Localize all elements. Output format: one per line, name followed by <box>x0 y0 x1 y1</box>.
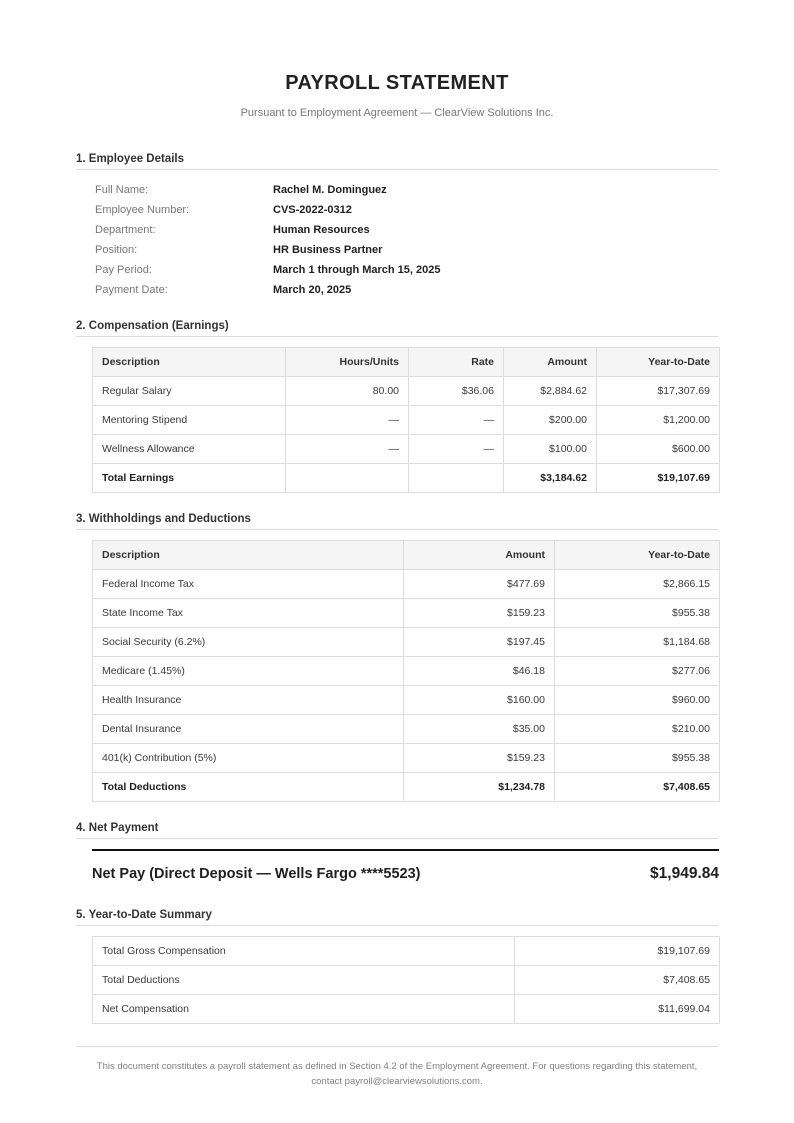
section-heading-net-payment: 4. Net Payment <box>76 822 159 834</box>
employee-details-body <box>95 180 441 300</box>
detail-label: Employee Number: <box>95 204 190 216</box>
cell-amount: $100.00 <box>504 435 597 464</box>
cell-total-label: Total Deductions <box>93 773 404 802</box>
cell-amount: $2,884.62 <box>504 377 597 406</box>
deductions-table-head <box>93 541 720 570</box>
net-pay-amount: $1,949.84 <box>650 865 719 882</box>
deductions-table <box>92 540 720 802</box>
section-divider <box>76 925 718 926</box>
page-subtitle: Pursuant to Employment Agreement — ClearView Solutions Inc. <box>240 107 554 119</box>
table-header-row <box>93 541 720 570</box>
detail-value: March 20, 2025 <box>273 284 352 296</box>
cell-description: State Income Tax <box>93 599 404 628</box>
table-total-row <box>93 464 720 493</box>
cell-total-amount: $3,184.62 <box>504 464 597 493</box>
footer-note: This document constitutes a payroll statement as defined in Section 4.2 of the Employment Agreement. For questions regarding this statement, contact payroll@clearviewsolutions.com. <box>76 1046 718 1089</box>
section-heading-ytd-summary: 5. Year-to-Date Summary <box>76 909 212 921</box>
earnings-table <box>92 347 720 493</box>
table-row <box>93 937 720 966</box>
detail-row <box>95 220 441 240</box>
cell-amount: $19,107.69 <box>515 937 720 966</box>
cell-ytd: $1,184.68 <box>555 628 720 657</box>
detail-row <box>95 280 441 300</box>
cell-ytd: $210.00 <box>555 715 720 744</box>
section-compensation <box>76 320 718 493</box>
table-row <box>93 599 720 628</box>
cell-ytd: $277.06 <box>555 657 720 686</box>
column-header-ytd: Year-to-Date <box>597 348 720 377</box>
detail-value: March 1 through March 15, 2025 <box>273 264 441 276</box>
section-heading-compensation: 2. Compensation (Earnings) <box>76 320 229 332</box>
cell-rate: — <box>409 435 504 464</box>
detail-value: Rachel M. Dominguez <box>273 184 387 196</box>
section-heading-employee-details: 1. Employee Details <box>76 153 185 165</box>
cell-ytd: $955.38 <box>555 599 720 628</box>
cell-total-rate <box>409 464 504 493</box>
net-pay-row <box>92 849 719 889</box>
detail-row <box>95 200 441 220</box>
section-net-payment <box>76 822 718 889</box>
section-deductions <box>76 513 718 802</box>
table-row <box>93 966 720 995</box>
cell-description: Net Compensation <box>93 995 515 1024</box>
section-ytd-summary <box>76 909 718 1024</box>
cell-amount: $160.00 <box>404 686 555 715</box>
section-divider <box>76 169 718 170</box>
cell-ytd: $955.38 <box>555 744 720 773</box>
section-divider <box>76 336 718 337</box>
table-row <box>93 435 720 464</box>
cell-amount: $7,408.65 <box>515 966 720 995</box>
column-header-description: Description <box>93 541 404 570</box>
detail-row <box>95 240 441 260</box>
table-row <box>93 995 720 1024</box>
section-divider <box>76 838 718 839</box>
detail-label: Position: <box>95 244 138 256</box>
cell-rate: $36.06 <box>409 377 504 406</box>
cell-description: Social Security (6.2%) <box>93 628 404 657</box>
column-header-description: Description <box>93 348 286 377</box>
table-row <box>93 570 720 599</box>
cell-ytd: $2,866.15 <box>555 570 720 599</box>
detail-value: Human Resources <box>273 224 370 236</box>
detail-label: Full Name: <box>95 184 149 196</box>
table-row <box>93 657 720 686</box>
cell-description: Dental Insurance <box>93 715 404 744</box>
section-heading-deductions: 3. Withholdings and Deductions <box>76 513 251 525</box>
cell-amount: $197.45 <box>404 628 555 657</box>
detail-label: Department: <box>95 224 156 236</box>
detail-row <box>95 260 441 280</box>
column-header-amount: Amount <box>504 348 597 377</box>
cell-hours: 80.00 <box>286 377 409 406</box>
cell-ytd: $600.00 <box>597 435 720 464</box>
detail-value: HR Business Partner <box>273 244 383 256</box>
table-header-row <box>93 348 720 377</box>
table-row <box>93 406 720 435</box>
detail-value: CVS-2022-0312 <box>273 204 352 216</box>
table-row <box>93 715 720 744</box>
cell-hours: — <box>286 406 409 435</box>
cell-hours: — <box>286 435 409 464</box>
cell-total-ytd: $19,107.69 <box>597 464 720 493</box>
detail-row <box>95 180 441 200</box>
net-pay-label: Net Pay (Direct Deposit — Wells Fargo ****5523) <box>92 866 421 882</box>
cell-description: 401(k) Contribution (5%) <box>93 744 404 773</box>
section-divider <box>76 529 718 530</box>
employee-details-table <box>95 180 441 300</box>
cell-description: Health Insurance <box>93 686 404 715</box>
cell-amount: $200.00 <box>504 406 597 435</box>
cell-description: Mentoring Stipend <box>93 406 286 435</box>
earnings-table-head <box>93 348 720 377</box>
table-row <box>93 377 720 406</box>
deductions-table-body <box>93 570 720 802</box>
cell-description: Wellness Allowance <box>93 435 286 464</box>
cell-total-amount: $1,234.78 <box>404 773 555 802</box>
cell-ytd: $960.00 <box>555 686 720 715</box>
cell-description: Federal Income Tax <box>93 570 404 599</box>
page-title: PAYROLL STATEMENT <box>285 72 509 94</box>
cell-amount: $159.23 <box>404 744 555 773</box>
cell-description: Regular Salary <box>93 377 286 406</box>
table-total-row <box>93 773 720 802</box>
cell-ytd: $1,200.00 <box>597 406 720 435</box>
cell-amount: $159.23 <box>404 599 555 628</box>
cell-amount: $11,699.04 <box>515 995 720 1024</box>
cell-total-label: Total Earnings <box>93 464 286 493</box>
cell-amount: $477.69 <box>404 570 555 599</box>
section-employee-details <box>76 153 718 300</box>
earnings-table-body <box>93 377 720 493</box>
cell-description: Medicare (1.45%) <box>93 657 404 686</box>
column-header-hours: Hours/Units <box>286 348 409 377</box>
column-header-rate: Rate <box>409 348 504 377</box>
cell-amount: $46.18 <box>404 657 555 686</box>
cell-description: Total Gross Compensation <box>93 937 515 966</box>
cell-ytd: $17,307.69 <box>597 377 720 406</box>
cell-rate: — <box>409 406 504 435</box>
detail-label: Payment Date: <box>95 284 168 296</box>
ytd-summary-table <box>92 936 720 1024</box>
cell-total-hours <box>286 464 409 493</box>
ytd-summary-body <box>93 937 720 1024</box>
table-row <box>93 744 720 773</box>
cell-description: Total Deductions <box>93 966 515 995</box>
cell-amount: $35.00 <box>404 715 555 744</box>
table-row <box>93 686 720 715</box>
table-row <box>93 628 720 657</box>
cell-total-ytd: $7,408.65 <box>555 773 720 802</box>
column-header-ytd: Year-to-Date <box>555 541 720 570</box>
detail-label: Pay Period: <box>95 264 152 276</box>
column-header-amount: Amount <box>404 541 555 570</box>
